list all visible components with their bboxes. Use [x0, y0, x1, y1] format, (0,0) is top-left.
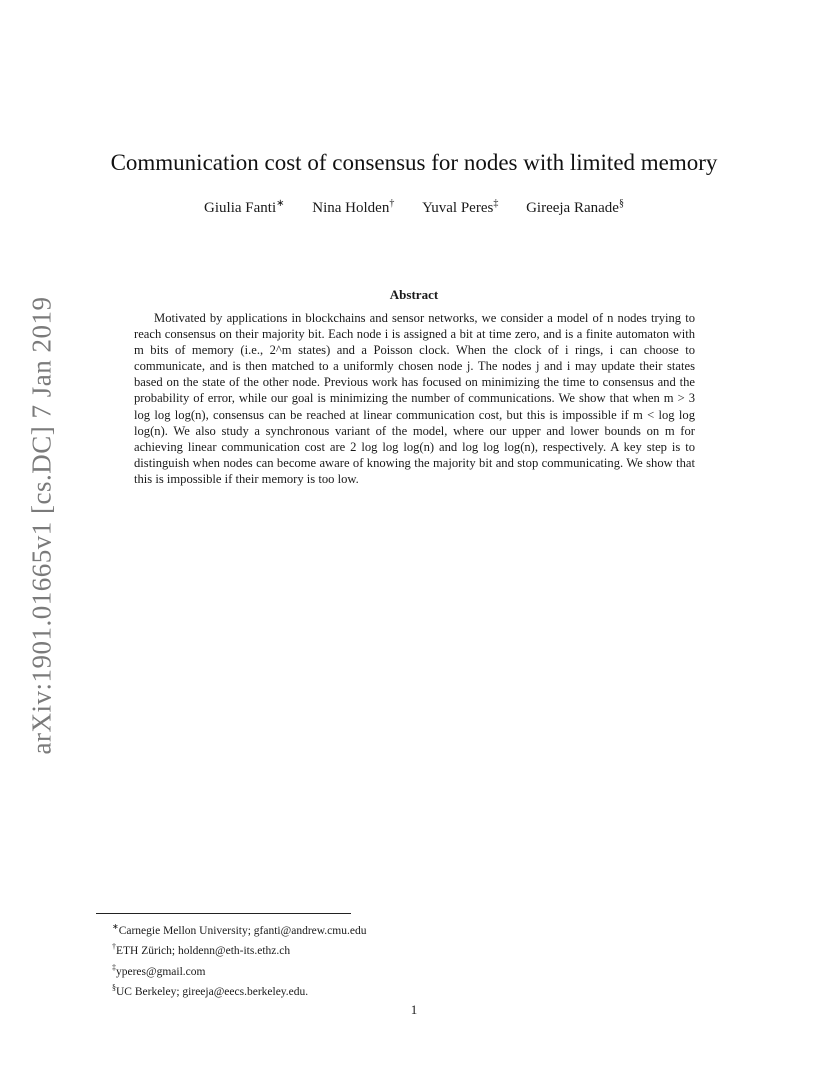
- footnote-text: Carnegie Mellon University; gfanti@andrew.cmu.edu: [118, 924, 367, 937]
- author-mark: ∗: [276, 198, 285, 209]
- author-name: Gireeja Ranade: [526, 200, 619, 216]
- author-name: Yuval Peres: [422, 200, 494, 216]
- arxiv-identifier: arXiv:1901.01665v1 [cs.DC] 7 Jan 2019: [26, 296, 57, 754]
- footnote-mark: §: [112, 982, 116, 992]
- footnote-mark: ∗: [112, 922, 119, 931]
- footnote-1: [112, 919, 366, 939]
- paper-title: Communication cost of consensus for nodes with limited memory: [110, 150, 718, 175]
- author-3: [422, 200, 498, 216]
- arxiv-sidebar-stamp: [22, 295, 62, 755]
- footnote-rule: [96, 913, 351, 914]
- abstract-heading: Abstract: [389, 287, 439, 302]
- page-number: 1: [410, 1002, 418, 1017]
- author-2: [312, 200, 394, 216]
- author-mark: §: [618, 198, 624, 209]
- author-name: Nina Holden: [312, 200, 390, 216]
- author-1: [204, 200, 284, 216]
- author-mark: ‡: [493, 198, 499, 209]
- abstract-body: [134, 310, 695, 487]
- abstract-paragraph: Motivated by applications in blockchains and sensor networks, we consider a model of n nodes trying to reach consensus on their majority bit. Each node i is assigned a bit at time zero, and is a finite automaton with m bits of memory (i.e., 2^m states) and a Poisson clock. When the clock of i rings, i can choose to communicate, and is then matched to a uniformly chosen node j. The nodes j and i may update their states based on the state of the other node. Previous work has focused on minimizing the time to consensus and the probability of error, while our goal is minimizing the number of communications. We show that when m > 3 log log log(n), consensus can be reached at linear communication cost, but this is impossible if m < log log log(n). We also study a synchronous variant of the model, where our upper and lower bounds on m for achieving linear communication cost are 2 log log log(n) and log log log(n), respectively. A key step is to distinguish when nodes can become aware of knowing the majority bit and stop communicating. We show that this is impossible if their memory is too low.: [134, 311, 695, 486]
- footnote-mark: †: [112, 942, 116, 952]
- author-list: [0, 198, 828, 217]
- footnote-3: [112, 960, 366, 980]
- author-4: [526, 200, 624, 216]
- footnote-text: ETH Zürich; holdenn@eth-its.ethz.ch: [116, 945, 291, 958]
- author-mark: †: [389, 198, 395, 209]
- footnote-4: [112, 980, 366, 1000]
- footnotes: [112, 919, 366, 1000]
- footnote-mark: ‡: [112, 962, 116, 972]
- footnote-text: UC Berkeley; gireeja@eecs.berkeley.edu.: [116, 985, 309, 998]
- author-name: Giulia Fanti: [204, 200, 277, 216]
- footnote-text: yperes@gmail.com: [116, 965, 206, 978]
- footnote-2: [112, 939, 366, 959]
